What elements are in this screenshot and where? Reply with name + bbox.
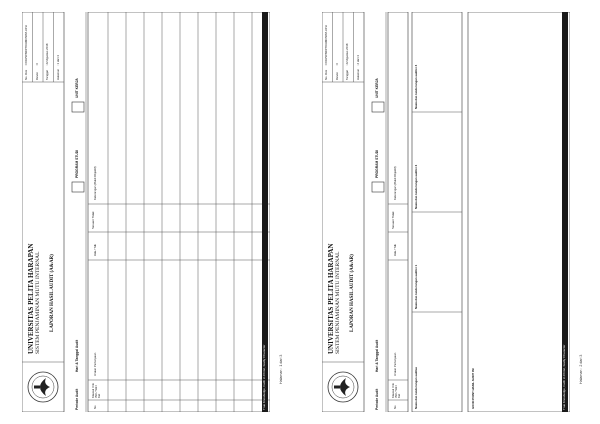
- page-number: Halaman : 1 dari 3: [279, 354, 283, 384]
- no-dok-value: : FOR/SPMI/PTK/AMI/SPM-UPH: [324, 25, 328, 66]
- signature-auditor2-label: Nama dan tanda tangan auditor 2: [414, 164, 418, 209]
- tanggal-value: : 22 Agustus 2018: [345, 43, 349, 66]
- report-title: LAPORAN HASIL AUDIT (A&AR): [50, 254, 55, 332]
- col-sesuai: Sesuai / Tidak: [91, 211, 95, 229]
- periode-audit-label: Periode Audit: [375, 388, 379, 410]
- hari-tanggal-label: Hari & Tanggal Audit: [75, 339, 79, 372]
- page-number: Halaman : 2 dari 3: [579, 354, 583, 384]
- col-uraian: Uraian Pertanyaan: [393, 352, 397, 376]
- audit-table: [88, 12, 270, 412]
- hari-tanggal-label: Hari & Tanggal Audit: [375, 339, 379, 372]
- no-dok-label: No. Dok: [24, 69, 28, 80]
- periode-audit-label: Periode Audit: [75, 388, 79, 410]
- revisi-label: Revisi: [35, 72, 39, 80]
- col-no: No: [93, 405, 97, 409]
- program-studi-label: PROGRAM STUDI: [75, 149, 79, 178]
- revisi-label: Revisi: [335, 72, 339, 80]
- col-ada-tidak: Ada / Tdk: [93, 244, 97, 256]
- document-page-2: [300, 0, 600, 424]
- unit-kerja-label: UNIT KERJA: [375, 78, 379, 98]
- col-klausul: Klausul / No ISO / Std / Ket: [91, 382, 102, 398]
- col-uraian: Uraian Pertanyaan: [93, 352, 97, 376]
- program-studi-label: PROGRAM STUDI: [375, 149, 379, 178]
- halaman-value: : 1 dari 3: [56, 55, 60, 66]
- university-logo-icon: [28, 372, 58, 402]
- revisi-value: : 0: [35, 62, 39, 66]
- halaman-label: Halaman: [356, 68, 360, 80]
- program-studi-checkbox[interactable]: [372, 182, 384, 192]
- system-name: SISTEM PENJAMINAN MUTU INTERNAL: [335, 251, 341, 354]
- col-no: No: [393, 405, 397, 409]
- university-name: UNIVERSITAS PELITA HARAPAN: [327, 243, 335, 354]
- signature-auditor3-label: Nama dan tanda tangan auditor 3: [414, 64, 418, 109]
- no-dok-value: : FOR/SPMI/PTK/AMI/SPM-UPH: [24, 25, 28, 66]
- col-keterangan: Keterangan (Bukti Objektif): [93, 166, 97, 200]
- signature-auditee-label: Nama dan tanda tangan auditee: [414, 366, 418, 409]
- page-2-rotated-content: [322, 12, 570, 412]
- no-dok-label: No. Dok: [324, 69, 328, 80]
- system-name: SISTEM PENJAMINAN MUTU INTERNAL: [35, 251, 41, 354]
- halaman-label: Halaman: [56, 68, 60, 80]
- page-1-rotated-content: [22, 12, 270, 412]
- unit-kerja-checkbox[interactable]: [372, 102, 384, 112]
- col-keterangan: Keterangan (Bukti Objektif): [393, 166, 397, 200]
- good-point-box: [468, 12, 570, 412]
- good-point-label: GOOD POINT HASIL AUDIT INI: [471, 368, 475, 409]
- tanggal-label: Tanggal: [45, 70, 49, 80]
- unit-kerja-checkbox[interactable]: [72, 102, 84, 112]
- university-name: UNIVERSITAS PELITA HARAPAN: [27, 243, 35, 354]
- footer-motto: True Knowledge, Faith in Christ, Godly Character: [562, 344, 566, 410]
- col-klausul: Klausul / No ISO / Std / Ket: [391, 382, 402, 398]
- halaman-value: : 2 dari 3: [356, 55, 360, 66]
- report-title: LAPORAN HASIL AUDIT (A&AR): [350, 254, 355, 332]
- footer-motto: True Knowledge, Faith in Christ, Godly Character: [262, 344, 266, 410]
- university-logo-icon: [328, 372, 358, 402]
- unit-kerja-label: UNIT KERJA: [75, 78, 79, 98]
- col-sesuai: Sesuai / Tidak: [391, 211, 395, 229]
- revisi-value: : 0: [335, 62, 339, 66]
- signature-auditor1-label: Nama dan tanda tangan auditor 1: [414, 264, 418, 309]
- col-ada-tidak: Ada / Tdk: [393, 244, 397, 256]
- tanggal-label: Tanggal: [345, 70, 349, 80]
- program-studi-checkbox[interactable]: [72, 182, 84, 192]
- tanggal-value: : 22 Agustus 2018: [45, 43, 49, 66]
